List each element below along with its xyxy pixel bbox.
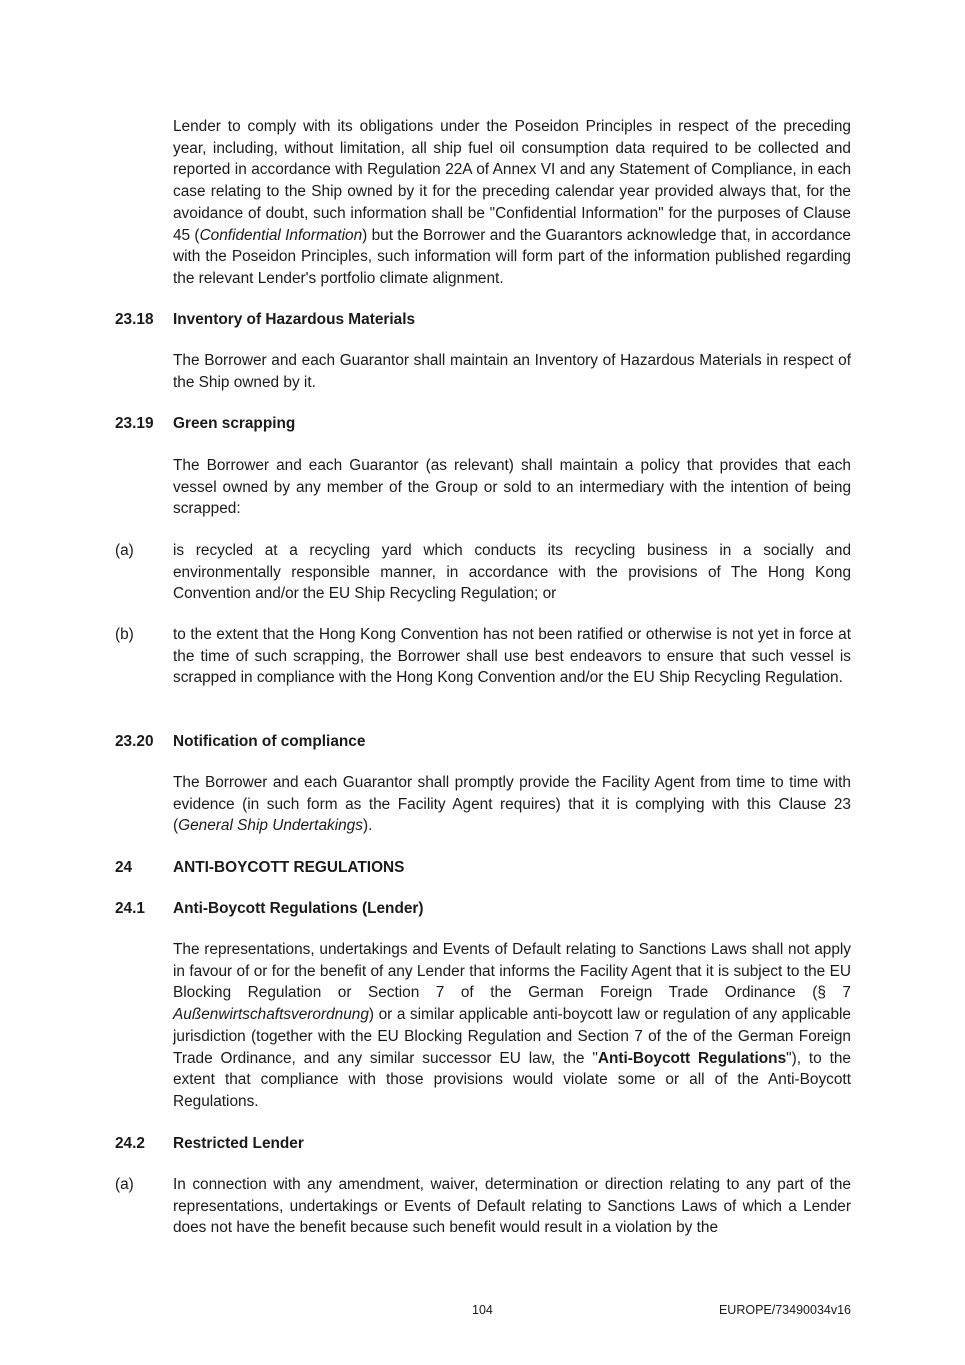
- section-title: Inventory of Hazardous Materials: [173, 311, 416, 328]
- list-label: (b): [115, 626, 134, 643]
- list-item-text: In connection with any amendment, waiver, determination or direction relating to any part of the representations, undertakings or Events of Default relating to Sanctions Laws of which a Lender does not have the benefit because such benefit would result in a violation by the: [173, 1176, 851, 1237]
- clause-reference: Confidential Information: [199, 226, 363, 244]
- list-label: (a): [115, 542, 134, 559]
- paragraph-23-19: The Borrower and each Guarantor (as relevant) shall maintain a policy that provides that each vessel owned by any member of the Group or sold to an intermediary with the intention of being scrapped:: [173, 457, 851, 518]
- section-heading-23-20: [115, 731, 851, 753]
- paragraph-23-20: [173, 772, 851, 837]
- section-heading-24-2: [115, 1133, 851, 1155]
- defined-term: Anti-Boycott Regulations: [597, 1049, 787, 1067]
- section-heading-24-1: [115, 898, 851, 920]
- section-heading-23-19: [115, 413, 851, 435]
- document-reference: EUROPE/73490034v16: [718, 1303, 851, 1317]
- list-item-text: is recycled at a recycling yard which conducts its recycling business in a socially and environmentally responsible manner, in accordance with the provisions of The Hong Kong Convention and/or the EU Ship Recycling Regulation; or: [173, 542, 851, 603]
- section-number: 23.18: [115, 311, 154, 328]
- section-number: 24.2: [115, 1135, 145, 1152]
- clause-reference: General Ship Undertakings: [178, 817, 363, 835]
- section-title: ANTI-BOYCOTT REGULATIONS: [173, 859, 405, 876]
- section-heading-24: [115, 857, 851, 879]
- list-item-text: to the extent that the Hong Kong Convention has not been ratified or otherwise is not yet in force at the time of such scrapping, the Borrower shall use best endeavors to ensure that such vessel is scrapped in compliance with the Hong Kong Convention and/or the EU Ship Recycling Regulation.: [173, 626, 851, 687]
- page-number: 104: [472, 1303, 493, 1317]
- paragraph-text: Lender to comply with its obligations under the Poseidon Principles in respect of the preceding year, including, without limitation, all ship fuel oil consumption data required to be collected and reported in accordance with Regulation 22A of Annex VI and any Statement of Compliance, in each case relating to the Ship owned by it for the preceding calendar year provided always that, for the avoidance of doubt, such information shall be "Confidential Information" for the purposes of Clause 45 (: [173, 118, 851, 244]
- paragraph-text: "), to the extent that compliance with those provisions would violate some or all of the Anti-Boycott Regulations.: [173, 1049, 851, 1110]
- paragraph-23-18: The Borrower and each Guarantor shall maintain an Inventory of Hazardous Materials in respect of the Ship owned by it.: [173, 352, 851, 391]
- paragraph-poseidon-continued: [173, 116, 851, 290]
- section-number: 24: [115, 859, 133, 876]
- list-label: (a): [115, 1176, 134, 1193]
- paragraph-text: ) or a similar applicable anti-boycott law or regulation of any applicable jurisdiction (together with the EU Blocking Regulation and Section 7 of the of the German Foreign Trade Ordinance, and any similar successor EU law, the ": [173, 1006, 851, 1067]
- section-number: 24.1: [115, 900, 145, 917]
- section-title: Green scrapping: [173, 415, 296, 432]
- section-title: Anti-Boycott Regulations (Lender): [173, 900, 424, 917]
- section-number: 23.19: [115, 415, 154, 432]
- paragraph-text: The representations, undertakings and Events of Default relating to Sanctions Laws shall not apply in favour of or for the benefit of any Lender that informs the Facility Agent that it is subject to the EU Blocking Regulation or Section 7 of the German Foreign Trade Ordinance (§ 7: [173, 941, 851, 1002]
- paragraph-text: The Borrower and each Guarantor shall promptly provide the Facility Agent from time to time with evidence (in such form as the Facility Agent requires) that it is complying with this Clause 23 (: [173, 774, 851, 835]
- paragraph-text: ).: [362, 817, 373, 835]
- section-number: 23.20: [115, 733, 154, 750]
- section-title: Notification of compliance: [173, 733, 366, 750]
- paragraph-24-1: [173, 939, 851, 1113]
- foreign-term: Außenwirtschaftsverordnung: [173, 1006, 369, 1024]
- section-title: Restricted Lender: [173, 1135, 304, 1152]
- section-heading-23-18: [115, 309, 851, 331]
- paragraph-text: ) but the Borrower and the Guarantors acknowledge that, in accordance with the Poseidon Principles, such information will form part of the information published regarding the relevant Lender's portfolio climate alignment.: [173, 226, 851, 287]
